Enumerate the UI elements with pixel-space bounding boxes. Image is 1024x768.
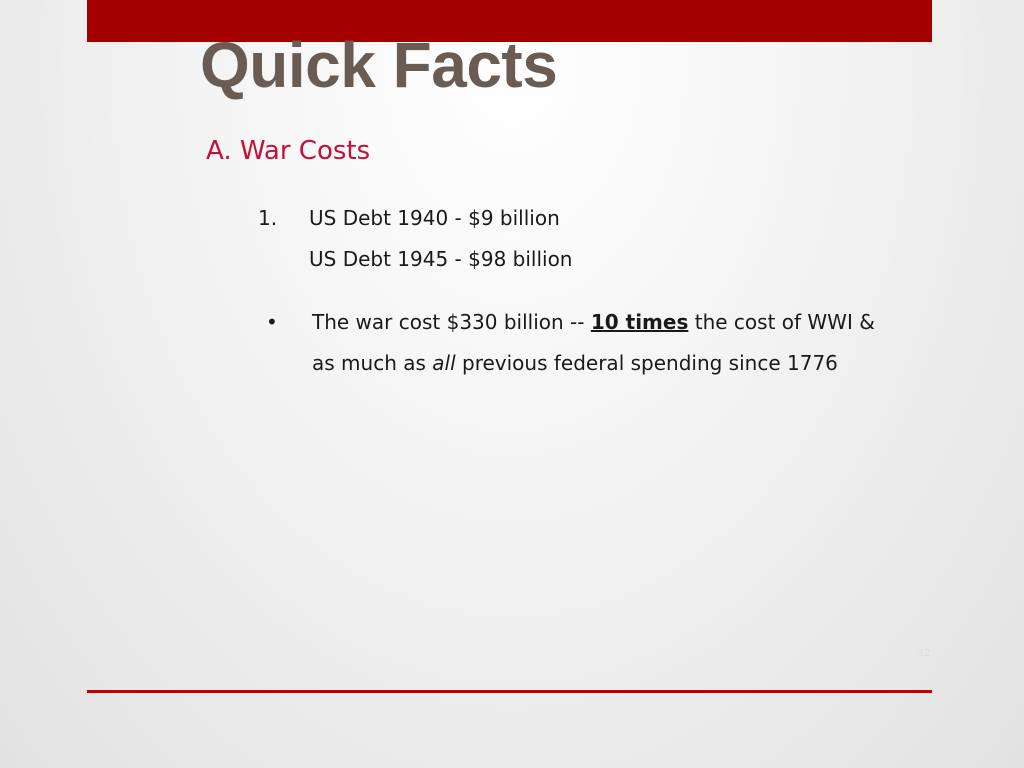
war-cost-line xyxy=(312,302,932,343)
debt-1940-line: US Debt 1940 - $9 billion xyxy=(309,206,560,230)
federal-spending-line xyxy=(312,343,932,384)
all-emphasis: all xyxy=(432,351,456,375)
slide-number: 12 xyxy=(918,648,931,659)
debt-1945-line: US Debt 1945 - $98 billion xyxy=(309,247,573,271)
bullet-marker: • xyxy=(266,310,278,334)
ten-times-emphasis: 10 times xyxy=(590,310,689,334)
bullet-list-item xyxy=(312,302,932,384)
previous-spending-text: previous federal spending since 1776 xyxy=(455,351,838,375)
numbered-list-item xyxy=(309,198,573,280)
section-heading: A. War Costs xyxy=(206,136,371,166)
war-cost-text: The war cost $330 billion -- xyxy=(312,310,591,334)
numbered-list-marker: 1. xyxy=(258,206,278,230)
wwi-comparison-text: the cost of WWI & xyxy=(688,310,875,334)
slide-title: Quick Facts xyxy=(200,29,558,101)
as-much-as-text: as much as xyxy=(312,351,433,375)
bottom-accent-rule xyxy=(87,690,932,693)
